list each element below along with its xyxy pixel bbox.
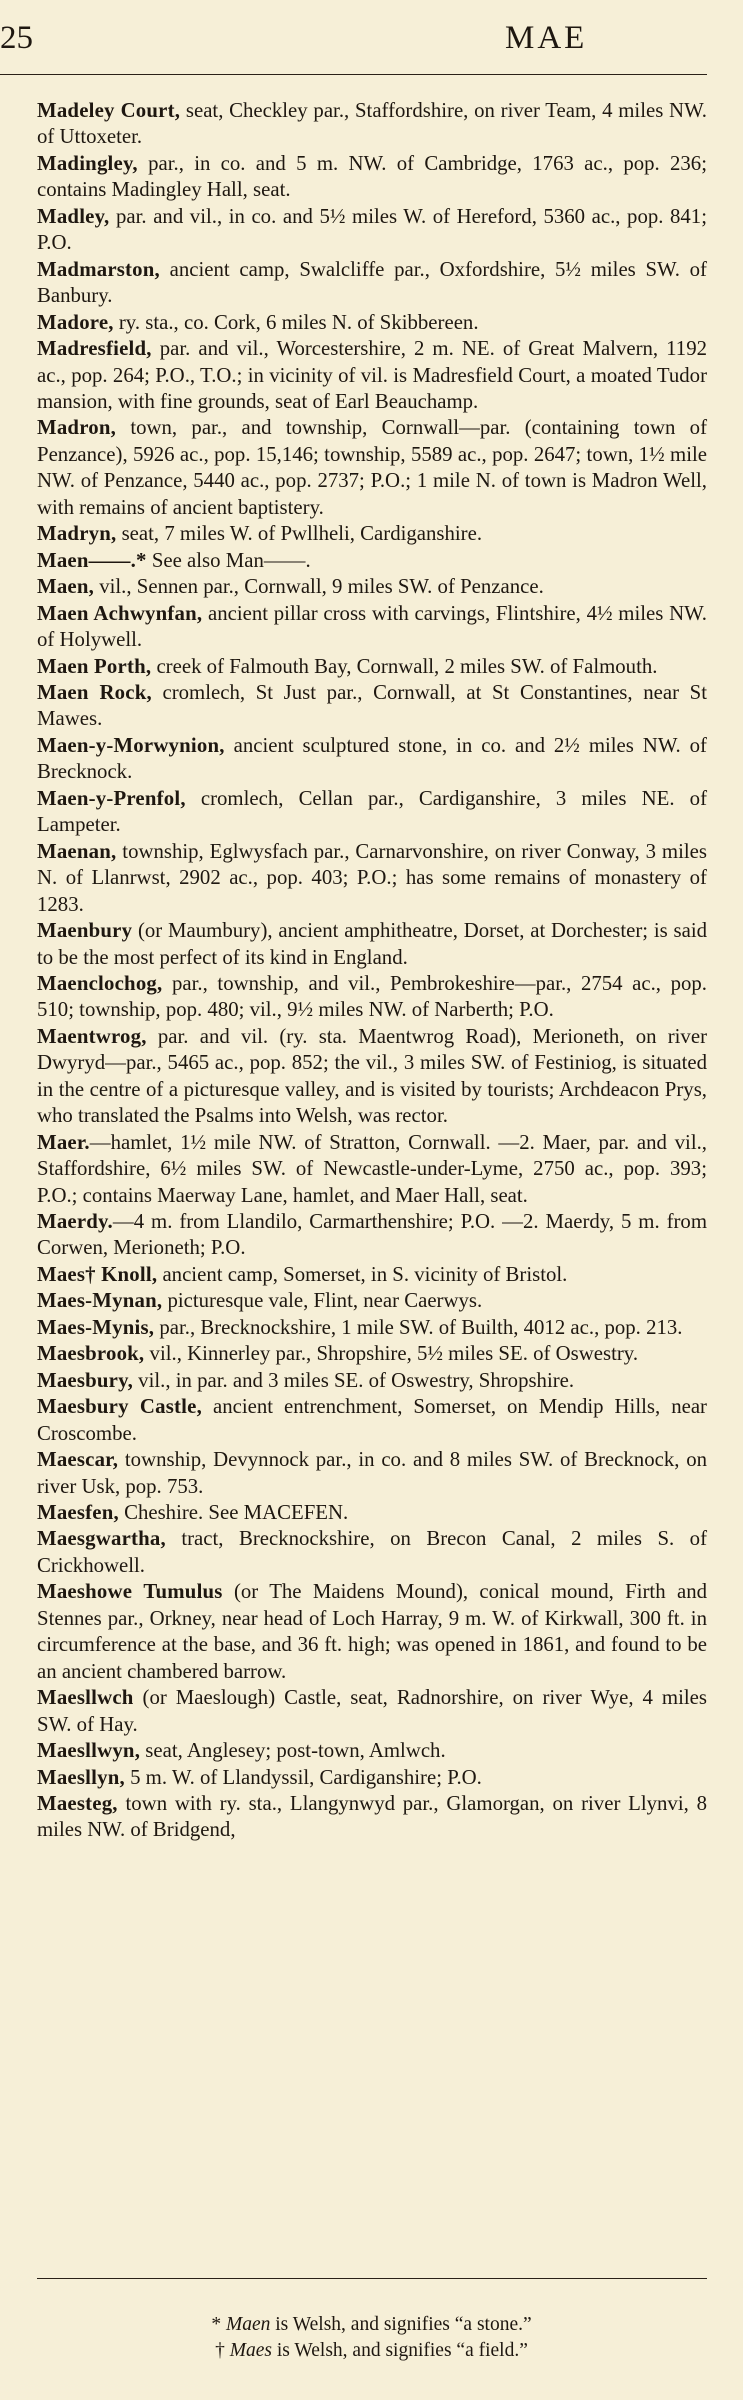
- entry-headword: Maesfen,: [37, 1501, 119, 1525]
- entry-headword: Maen,: [37, 575, 95, 599]
- entry-text: seat, 7 miles W. of Pwllheli, Cardiganshire.: [116, 522, 483, 546]
- entry-headword: Maen Achwynfan,: [37, 601, 203, 625]
- entry-text: ancient camp, Swalcliffe par., Oxfordshire, 5½ miles SW. of Banbury.: [37, 257, 707, 308]
- gazetteer-entry: [37, 1130, 707, 1209]
- gazetteer-entry: [37, 839, 707, 918]
- gazetteer-entry: [37, 1288, 707, 1314]
- footnote-text: is Welsh, and signifies “a stone.”: [270, 2314, 532, 2335]
- entry-text: town with ry. sta., Llangynwyd par., Glamorgan, on river Llynvi, 8 miles NW. of Bridgend,: [37, 1792, 707, 1842]
- gazetteer-entry: [37, 1209, 707, 1262]
- entry-headword: Maes† Knoll,: [37, 1262, 158, 1286]
- gazetteer-entry: [37, 971, 707, 1024]
- entry-text: par., Brecknockshire, 1 mile SW. of Builth, 4012 ac., pop. 213.: [154, 1315, 683, 1339]
- gazetteer-entry: [37, 733, 707, 786]
- gazetteer-entry: [37, 918, 707, 971]
- footnote-mark: †: [215, 2340, 230, 2361]
- gazetteer-entry: [37, 521, 707, 547]
- entry-headword: Maer.: [37, 1130, 90, 1154]
- entry-text: cromlech, St Just par., Cornwall, at St Constantines, near St Mawes.: [37, 680, 707, 731]
- gazetteer-entry: [37, 1500, 707, 1526]
- entry-headword: Maesllwyn,: [37, 1739, 141, 1763]
- gazetteer-entry: [37, 1579, 707, 1685]
- gazetteer-entry: [37, 786, 707, 839]
- footnote-text: is Welsh, and signifies “a field.”: [272, 2340, 528, 2361]
- gazetteer-entry: [37, 574, 707, 600]
- gazetteer-entry: [37, 1341, 707, 1367]
- entry-headword: Madron,: [37, 416, 117, 440]
- gazetteer-entry: [37, 1024, 707, 1130]
- entry-text: town, par., and township, Cornwall—par. (containing town of Penzance), 5926 ac., pop. 15,146; township, 5589 ac., pop. 2647; town, 1½ mile NW. of Penzance, 5440 ac., pop. 2737; P.O.; 1 mile N. of town is Madron Well, with remains of ancient baptistery.: [37, 416, 707, 519]
- entry-text: par. and vil., in co. and 5½ miles W. of Hereford, 5360 ac., pop. 841; P.O.: [37, 204, 707, 255]
- entry-text: ry. sta., co. Cork, 6 miles N. of Skibbereen.: [113, 310, 479, 334]
- gazetteer-entry: [37, 151, 707, 204]
- entry-text: seat, Anglesey; post-town, Amlwch.: [140, 1739, 446, 1763]
- entry-headword: Maesllwch: [37, 1686, 134, 1710]
- entry-headword: Madore,: [37, 310, 114, 334]
- gazetteer-entry: [37, 1368, 707, 1394]
- footnotes: [0, 2312, 743, 2364]
- page-header: [0, 18, 743, 60]
- entry-text: (or The Maidens Mound), conical mound, Firth and Stennes par., Orkney, near head of Loch Harray, 9 m. W. of Kirkwall, 300 ft. in circumference at the base, and 36 ft. high; was opened in 1861, and found to be an ancient chambered barrow.: [37, 1580, 707, 1683]
- entry-text: par. and vil. (ry. sta. Maentwrog Road), Merioneth, on river Dwyryd—par., 5465 ac., pop. 852; the vil., 3 miles SW. of Festiniog, is situated in the centre of a picturesque valley, and is visited by tourists; Archdeacon Prys, who translated the Psalms into Welsh, was rector.: [37, 1024, 707, 1128]
- gazetteer-entry: [37, 680, 707, 733]
- entry-headword: Maenclochog,: [37, 971, 163, 995]
- gazetteer-entry: [37, 1685, 707, 1738]
- entry-headword: Maesllyn,: [37, 1765, 125, 1789]
- entry-text: township, Eglwysfach par., Carnarvonshire, on river Conway, 3 miles N. of Llanrwst, 2902 ac., pop. 403; P.O.; has some remains of monastery of 1283.: [37, 839, 707, 916]
- entry-headword: Maen——.*: [37, 548, 147, 572]
- entry-text: ancient camp, Somerset, in S. vicinity of Bristol.: [157, 1262, 568, 1286]
- gazetteer-entry: [37, 204, 707, 257]
- entry-text: par., in co. and 5 m. NW. of Cambridge, 1763 ac., pop. 236; contains Madingley Hall, seat.: [37, 151, 707, 202]
- entry-headword: Maescar,: [37, 1448, 119, 1472]
- gazetteer-entry: [37, 415, 707, 521]
- entry-headword: Madresfield,: [37, 337, 152, 361]
- gazetteer-entry: [37, 1447, 707, 1500]
- entry-text: (or Maumbury), ancient amphitheatre, Dorset, at Dorchester; is said to be the most perfect of its kind in England.: [37, 919, 707, 969]
- entry-text: vil., Kinnerley par., Shropshire, 5½ miles SE. of Oswestry.: [144, 1342, 639, 1366]
- entry-text: ancient entrenchment, Somerset, on Mendip Hills, near Croscombe.: [37, 1395, 707, 1445]
- footnote: [0, 2312, 743, 2338]
- footnote-rule: [37, 2278, 707, 2279]
- entry-headword: Maesbury Castle,: [37, 1395, 202, 1419]
- gazetteer-entry: [37, 336, 707, 415]
- footnote-word: Maes: [229, 2340, 273, 2361]
- footnote-mark: *: [211, 2314, 226, 2335]
- gazetteer-entry: [37, 257, 707, 310]
- gazetteer-entry: [37, 1765, 707, 1791]
- entry-text: vil., Sennen par., Cornwall, 9 miles SW. of Penzance.: [94, 575, 544, 599]
- header-rule: [0, 74, 707, 75]
- entry-text: township, Devynnock par., in co. and 8 miles SW. of Brecknock, on river Usk, pop. 753.: [37, 1448, 707, 1498]
- entry-text: —hamlet, 1½ mile NW. of Stratton, Cornwall. —2. Maer, par. and vil., Staffordshire, 6½ miles SW. of Newcastle-under-Lyme, 2750 ac., pop. 393; P.O.; contains Maerway Lane, hamlet, and Maer Hall, seat.: [37, 1130, 707, 1207]
- entry-headword: Maesbrook,: [37, 1342, 145, 1366]
- entry-headword: Maenbury: [37, 919, 133, 943]
- gazetteer-entries: [37, 98, 707, 1844]
- entry-text: vil., in par. and 3 miles SE. of Oswestry, Shropshire.: [132, 1368, 575, 1392]
- footnote: [0, 2338, 743, 2364]
- entry-headword: Madingley,: [37, 151, 138, 175]
- entry-headword: Maeshowe Tumulus: [37, 1580, 223, 1604]
- entry-headword: Maerdy.: [37, 1210, 113, 1234]
- entry-text: 5 m. W. of Llandyssil, Cardiganshire; P.O.: [124, 1765, 482, 1789]
- entry-text: tract, Brecknockshire, on Brecon Canal, 2 miles S. of Crickhowell.: [37, 1527, 707, 1577]
- entry-headword: Madmarston,: [37, 257, 160, 281]
- entry-headword: Maen-y-Morwynion,: [37, 733, 225, 757]
- entry-headword: Madley,: [37, 204, 110, 228]
- entry-headword: Maenan,: [37, 839, 117, 863]
- entry-headword: Maen-y-Prenfol,: [37, 786, 186, 810]
- gazetteer-entry: [37, 1262, 707, 1288]
- entry-text: ancient pillar cross with carvings, Flintshire, 4½ miles NW. of Holywell.: [37, 601, 708, 652]
- entry-text: See also Man——.: [146, 548, 311, 572]
- entry-headword: Maen Rock,: [37, 680, 152, 704]
- gazetteer-entry: [37, 98, 707, 151]
- page-number: 25: [0, 20, 33, 56]
- entry-text: creek of Falmouth Bay, Cornwall, 2 miles SW. of Falmouth.: [151, 654, 658, 678]
- entry-text: Cheshire. See MACEFEN.: [118, 1501, 349, 1525]
- entry-headword: Madryn,: [37, 522, 117, 546]
- entry-text: (or Maeslough) Castle, seat, Radnorshire, on river Wye, 4 miles SW. of Hay.: [37, 1686, 707, 1736]
- gazetteer-entry: [37, 1394, 707, 1447]
- entry-headword: Maesgwartha,: [37, 1527, 166, 1551]
- entry-headword: Maen Porth,: [37, 654, 152, 678]
- gazetteer-entry: [37, 1526, 707, 1579]
- gazetteer-entry: [37, 1315, 707, 1341]
- gazetteer-entry: [37, 1791, 707, 1844]
- entry-text: cromlech, Cellan par., Cardiganshire, 3 miles NE. of Lampeter.: [37, 786, 707, 837]
- footnote-word: Maen: [225, 2314, 271, 2335]
- entry-headword: Maes-Mynan,: [37, 1289, 163, 1313]
- entry-text: seat, Checkley par., Staffordshire, on river Team, 4 miles NW. of Uttoxeter.: [37, 99, 707, 149]
- entry-headword: Maes-Mynis,: [37, 1315, 155, 1339]
- entry-headword: Maesbury,: [37, 1368, 133, 1392]
- entry-text: par. and vil., Worcestershire, 2 m. NE. of Great Malvern, 1192 ac., pop. 264; P.O., T.O.; in vicinity of vil. is Madresfield Court, a moated Tudor mansion, with fine grounds, seat of Earl Beauchamp.: [37, 337, 707, 413]
- entry-text: —4 m. from Llandilo, Carmarthenshire; P.O. —2. Maerdy, 5 m. from Corwen, Merioneth; P.O.: [37, 1210, 707, 1260]
- entry-headword: Maesteg,: [37, 1792, 118, 1815]
- entry-headword: Maentwrog,: [37, 1024, 147, 1048]
- entry-text: picturesque vale, Flint, near Caerwys.: [162, 1289, 483, 1313]
- entry-text: par., township, and vil., Pembrokeshire—par., 2754 ac., pop. 510; township, pop. 480; vil., 9½ miles NW. of Narberth; P.O.: [37, 971, 707, 1022]
- gazetteer-entry: [37, 548, 707, 574]
- running-head: MAE: [505, 20, 588, 56]
- gazetteer-entry: [37, 654, 707, 680]
- gazetteer-entry: [37, 601, 707, 654]
- gazetteer-entry: [37, 1738, 707, 1764]
- gazetteer-entry: [37, 310, 707, 336]
- entry-headword: Madeley Court,: [37, 99, 181, 122]
- entry-text: ancient sculptured stone, in co. and 2½ miles NW. of Brecknock.: [37, 733, 707, 784]
